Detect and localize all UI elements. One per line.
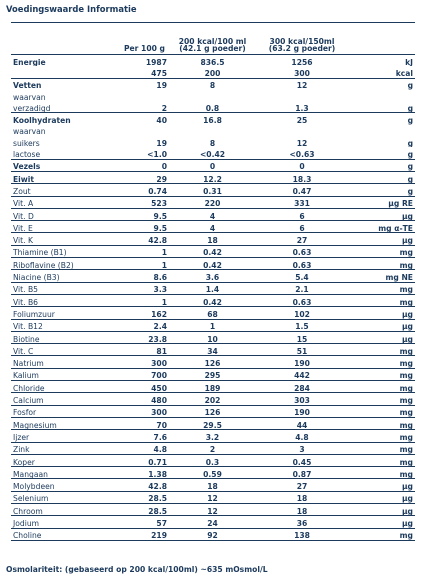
value-200kcal: 8	[209, 138, 216, 148]
unit-cell: mg	[348, 430, 415, 442]
table-row	[11, 136, 415, 147]
value-200kcal: 92	[169, 528, 256, 540]
value-per-100g: 4.8	[102, 442, 169, 454]
value-per-100g: 1	[102, 258, 169, 270]
unit-cell: mg	[348, 467, 415, 479]
value-200kcal: 34	[169, 344, 256, 356]
table-row	[11, 245, 415, 257]
value-300kcal: 0.63	[256, 258, 348, 270]
unit-cell: µg	[348, 307, 415, 319]
nutrient-label: Chloride	[11, 381, 102, 393]
unit-cell: g	[407, 138, 413, 148]
value-per-100g: 700	[102, 368, 169, 380]
value-200kcal: 0	[169, 159, 256, 171]
value-200kcal: 0.42	[169, 245, 256, 257]
unit-cell: mg	[348, 442, 415, 454]
nutrient-label: Mangaan	[11, 467, 102, 479]
table-row	[11, 113, 415, 125]
value-300kcal: 27	[256, 233, 348, 245]
unit-cell	[348, 90, 415, 101]
unit-cell: µg RE	[348, 196, 415, 208]
value-per-100g: 19	[156, 138, 167, 148]
value-300kcal: <0.63	[289, 150, 315, 160]
unit-cell	[348, 125, 415, 136]
value-300kcal	[256, 90, 348, 101]
unit-cell: µg	[348, 233, 415, 245]
nutrient-label: Fosfor	[11, 405, 102, 417]
value-300kcal: 44	[256, 417, 348, 429]
table-row	[11, 78, 415, 90]
value-300kcal: 138	[256, 528, 348, 540]
value-300kcal: 0	[256, 159, 348, 171]
table-row	[11, 516, 415, 528]
nutrient-label: Natrium	[11, 356, 102, 368]
nutrient-label: suikers	[13, 138, 40, 148]
nutrient-label: Vetten	[11, 78, 102, 90]
nutrient-label: Vit. A	[11, 196, 102, 208]
unit-cell: mg	[348, 356, 415, 368]
value-per-100g: 1987	[102, 55, 169, 67]
table-row	[11, 307, 415, 319]
value-per-100g: 23.8	[102, 331, 169, 343]
value-300kcal	[256, 125, 348, 136]
value-300kcal: 1256	[256, 55, 348, 67]
value-per-100g	[102, 125, 169, 136]
nutrient-label: Eiwit	[11, 171, 102, 183]
header-200kcal-line2: (42.1 g poeder)	[179, 44, 246, 54]
value-per-100g: 300	[102, 405, 169, 417]
value-per-100g: 2	[161, 103, 167, 113]
value-per-100g: 28.5	[102, 491, 169, 503]
table-row	[11, 430, 415, 442]
table-row	[11, 221, 415, 233]
value-200kcal: 0.42	[169, 258, 256, 270]
value-200kcal: 220	[169, 196, 256, 208]
value-per-100g: 8.6	[102, 270, 169, 282]
header-per-100g	[102, 23, 169, 55]
value-300kcal: 3	[256, 442, 348, 454]
value-per-100g: 0.71	[102, 454, 169, 466]
value-300kcal: 27	[256, 479, 348, 491]
table-row	[11, 208, 415, 220]
table-row	[11, 442, 415, 454]
value-200kcal: 4	[169, 208, 256, 220]
value-per-100g: 40	[102, 113, 169, 125]
value-per-100g: 0.74	[102, 184, 169, 196]
table-row	[11, 258, 415, 270]
nutrient-label: Vit. B12	[11, 319, 102, 331]
value-200kcal: 18	[169, 233, 256, 245]
value-300kcal: 2.1	[256, 282, 348, 294]
value-per-100g: 70	[102, 417, 169, 429]
value-300kcal: 300	[294, 69, 310, 78]
value-300kcal: 6	[256, 208, 348, 220]
nutrient-label: Energie	[11, 55, 102, 67]
nutrient-label: Kalium	[11, 368, 102, 380]
header-300kcal-line1: 300 kcal/150ml	[269, 36, 335, 46]
unit-cell: mg	[348, 393, 415, 405]
table-row	[11, 405, 415, 417]
value-300kcal: 12	[296, 138, 308, 148]
nutrient-label: Koolhydraten	[11, 113, 102, 125]
nutrient-label: Niacine (B3)	[11, 270, 102, 282]
value-per-100g: 1.38	[102, 467, 169, 479]
table-row	[11, 381, 415, 393]
value-per-100g: 480	[102, 393, 169, 405]
value-per-100g: 450	[102, 381, 169, 393]
nutrient-label: Vit. K	[11, 233, 102, 245]
unit-cell: g	[407, 150, 413, 160]
nutrient-label: Magnesium	[11, 417, 102, 429]
table-row	[11, 294, 415, 306]
value-per-100g: 475	[151, 69, 167, 78]
nutrient-label: Biotine	[11, 331, 102, 343]
nutrient-label: waarvan	[13, 92, 46, 102]
value-200kcal: 0.3	[169, 454, 256, 466]
unit-cell: µg	[348, 208, 415, 220]
value-300kcal: 18.3	[256, 171, 348, 183]
table-row	[11, 171, 415, 183]
nutrient-label: Koper	[11, 454, 102, 466]
value-200kcal: 16.8	[169, 113, 256, 125]
value-200kcal	[169, 125, 256, 136]
value-300kcal: 0.45	[256, 454, 348, 466]
value-per-100g: 219	[102, 528, 169, 540]
unit-cell: mg	[348, 368, 415, 380]
value-per-100g: 81	[102, 344, 169, 356]
value-300kcal: 284	[256, 381, 348, 393]
value-300kcal: 25	[256, 113, 348, 125]
value-200kcal: 836.5	[169, 55, 256, 67]
value-300kcal: 0.87	[256, 467, 348, 479]
table-row	[11, 66, 415, 78]
value-200kcal: 126	[169, 356, 256, 368]
value-300kcal: 15	[256, 331, 348, 343]
value-200kcal: 126	[169, 405, 256, 417]
unit-cell: g	[348, 78, 415, 90]
nutrient-label: Zout	[11, 184, 102, 196]
value-200kcal: 4	[169, 221, 256, 233]
unit-cell: µg	[348, 319, 415, 331]
unit-cell: mg	[348, 405, 415, 417]
value-200kcal: 12	[169, 503, 256, 515]
header-300kcal	[256, 23, 348, 55]
nutrient-label: Thiamine (B1)	[11, 245, 102, 257]
value-per-100g: 1	[102, 294, 169, 306]
value-300kcal: 102	[256, 307, 348, 319]
nutrient-label: Riboflavine (B2)	[11, 258, 102, 270]
unit-cell: mg	[348, 417, 415, 429]
unit-cell: mg NE	[348, 270, 415, 282]
value-200kcal	[169, 90, 256, 101]
table-row	[11, 125, 415, 136]
nutrient-label: Chroom	[11, 503, 102, 515]
unit-cell: g	[348, 171, 415, 183]
unit-cell: mg	[348, 381, 415, 393]
value-200kcal: 295	[169, 368, 256, 380]
unit-cell: µg	[348, 503, 415, 515]
nutrient-label	[11, 66, 102, 78]
value-per-100g: <1.0	[147, 150, 167, 160]
value-200kcal: <0.42	[199, 150, 226, 160]
value-300kcal: 5.4	[256, 270, 348, 282]
value-200kcal: 0.8	[205, 103, 220, 113]
header-200kcal	[169, 23, 256, 55]
value-300kcal: 442	[256, 368, 348, 380]
unit-cell: g	[348, 184, 415, 196]
table-row	[11, 454, 415, 466]
nutrient-label: Vit. B5	[11, 282, 102, 294]
unit-cell: mg	[348, 258, 415, 270]
nutrient-label: Selenium	[11, 491, 102, 503]
value-per-100g: 523	[102, 196, 169, 208]
value-300kcal: 36	[256, 516, 348, 528]
value-300kcal: 1.3	[295, 103, 309, 113]
value-300kcal: 0.63	[256, 294, 348, 306]
unit-cell: mg	[348, 454, 415, 466]
value-300kcal: 18	[256, 491, 348, 503]
unit-cell: g	[348, 113, 415, 125]
unit-cell: µg	[348, 331, 415, 343]
value-300kcal: 331	[256, 196, 348, 208]
value-200kcal: 3.6	[169, 270, 256, 282]
value-300kcal: 18	[256, 503, 348, 515]
value-per-100g: 29	[102, 171, 169, 183]
table-row	[11, 282, 415, 294]
unit-cell: µg	[348, 516, 415, 528]
value-per-100g: 57	[102, 516, 169, 528]
value-300kcal: 4.8	[256, 430, 348, 442]
value-200kcal: 8	[169, 78, 256, 90]
value-per-100g: 300	[102, 356, 169, 368]
table-row	[11, 503, 415, 515]
unit-cell: kJ	[348, 55, 415, 67]
value-200kcal: 200	[204, 69, 221, 78]
table-row	[11, 90, 415, 101]
value-300kcal: 12	[256, 78, 348, 90]
page-title: Voedingswaarde Informatie	[6, 4, 137, 14]
value-200kcal: 0.59	[169, 467, 256, 479]
value-300kcal: 303	[256, 393, 348, 405]
nutrient-label: Molybdeen	[11, 479, 102, 491]
table-row	[11, 479, 415, 491]
value-200kcal: 0.31	[169, 184, 256, 196]
header-unit	[348, 23, 415, 55]
nutrient-label: Vit. D	[11, 208, 102, 220]
value-per-100g: 1	[102, 245, 169, 257]
nutrient-label: Foliumzuur	[11, 307, 102, 319]
unit-cell: mg	[348, 294, 415, 306]
nutrient-label: Calcium	[11, 393, 102, 405]
value-300kcal: 6	[256, 221, 348, 233]
nutrient-label: Vit. E	[11, 221, 102, 233]
value-per-100g: 3.3	[102, 282, 169, 294]
value-per-100g: 42.8	[102, 479, 169, 491]
value-200kcal: 10	[169, 331, 256, 343]
value-per-100g: 7.6	[102, 430, 169, 442]
value-per-100g: 9.5	[102, 221, 169, 233]
header-per-100g-line: Per 100 g	[123, 44, 165, 54]
nutrient-label: waarvan	[13, 127, 46, 137]
nutrient-label: Jodium	[11, 516, 102, 528]
table-row	[11, 331, 415, 343]
value-200kcal: 189	[169, 381, 256, 393]
unit-cell: mg α-TE	[348, 221, 415, 233]
nutrient-label: lactose	[13, 150, 41, 160]
table-row	[11, 233, 415, 245]
nutrient-label: verzadigd	[13, 103, 51, 113]
value-per-100g	[102, 90, 169, 101]
value-per-100g: 19	[102, 78, 169, 90]
value-300kcal: 190	[256, 356, 348, 368]
value-200kcal: 29.5	[169, 417, 256, 429]
table-row	[11, 393, 415, 405]
nutrient-label: Vit. B6	[11, 294, 102, 306]
table-row	[11, 491, 415, 503]
unit-cell: µg	[348, 479, 415, 491]
table-row	[11, 147, 415, 159]
table-row	[11, 344, 415, 356]
table-header-row	[11, 23, 415, 55]
value-300kcal: 190	[256, 405, 348, 417]
value-200kcal: 68	[169, 307, 256, 319]
table-row	[11, 528, 415, 540]
value-200kcal: 1	[169, 319, 256, 331]
unit-cell: g	[348, 159, 415, 171]
value-200kcal: 18	[169, 479, 256, 491]
unit-cell: mg	[348, 528, 415, 540]
nutrient-label: Zink	[11, 442, 102, 454]
nutrient-label: Choline	[11, 528, 102, 540]
table-row	[11, 270, 415, 282]
value-200kcal: 1.4	[169, 282, 256, 294]
nutrition-table	[11, 22, 415, 541]
value-per-100g: 28.5	[102, 503, 169, 515]
unit-cell: mg	[348, 344, 415, 356]
table-row	[11, 417, 415, 429]
value-200kcal: 202	[169, 393, 256, 405]
value-per-100g: 42.8	[102, 233, 169, 245]
value-300kcal: 1.5	[256, 319, 348, 331]
value-300kcal: 51	[256, 344, 348, 356]
value-200kcal: 3.2	[169, 430, 256, 442]
osmolarity-footer: Osmolariteit: (gebaseerd op 200 kcal/100ml) ~635 mOsmol/L	[6, 565, 268, 574]
value-per-100g: 2.4	[102, 319, 169, 331]
value-300kcal: 0.63	[256, 245, 348, 257]
header-empty	[11, 23, 102, 55]
value-200kcal: 24	[169, 516, 256, 528]
value-200kcal: 2	[169, 442, 256, 454]
nutrient-label: Ijzer	[11, 430, 102, 442]
unit-cell: mg	[348, 282, 415, 294]
value-200kcal: 12.2	[169, 171, 256, 183]
value-per-100g: 0	[102, 159, 169, 171]
value-300kcal: 0.47	[256, 184, 348, 196]
unit-cell: mg	[348, 245, 415, 257]
unit-cell: kcal	[395, 69, 413, 78]
value-per-100g: 162	[102, 307, 169, 319]
table-row	[11, 184, 415, 196]
table-row	[11, 319, 415, 331]
table-row	[11, 196, 415, 208]
table-row	[11, 159, 415, 171]
table-row	[11, 55, 415, 67]
value-per-100g: 9.5	[102, 208, 169, 220]
table-row	[11, 356, 415, 368]
table-row	[11, 101, 415, 113]
nutrient-label: Vezels	[11, 159, 102, 171]
unit-cell: g	[407, 103, 413, 113]
table-row	[11, 467, 415, 479]
header-200kcal-line1: 200 kcal/100 ml	[178, 36, 247, 46]
header-300kcal-line2: (63.2 g poeder)	[268, 44, 336, 54]
value-200kcal: 12	[169, 491, 256, 503]
nutrient-label: Vit. C	[11, 344, 102, 356]
unit-cell: µg	[348, 491, 415, 503]
value-200kcal: 0.42	[169, 294, 256, 306]
table-row	[11, 368, 415, 380]
